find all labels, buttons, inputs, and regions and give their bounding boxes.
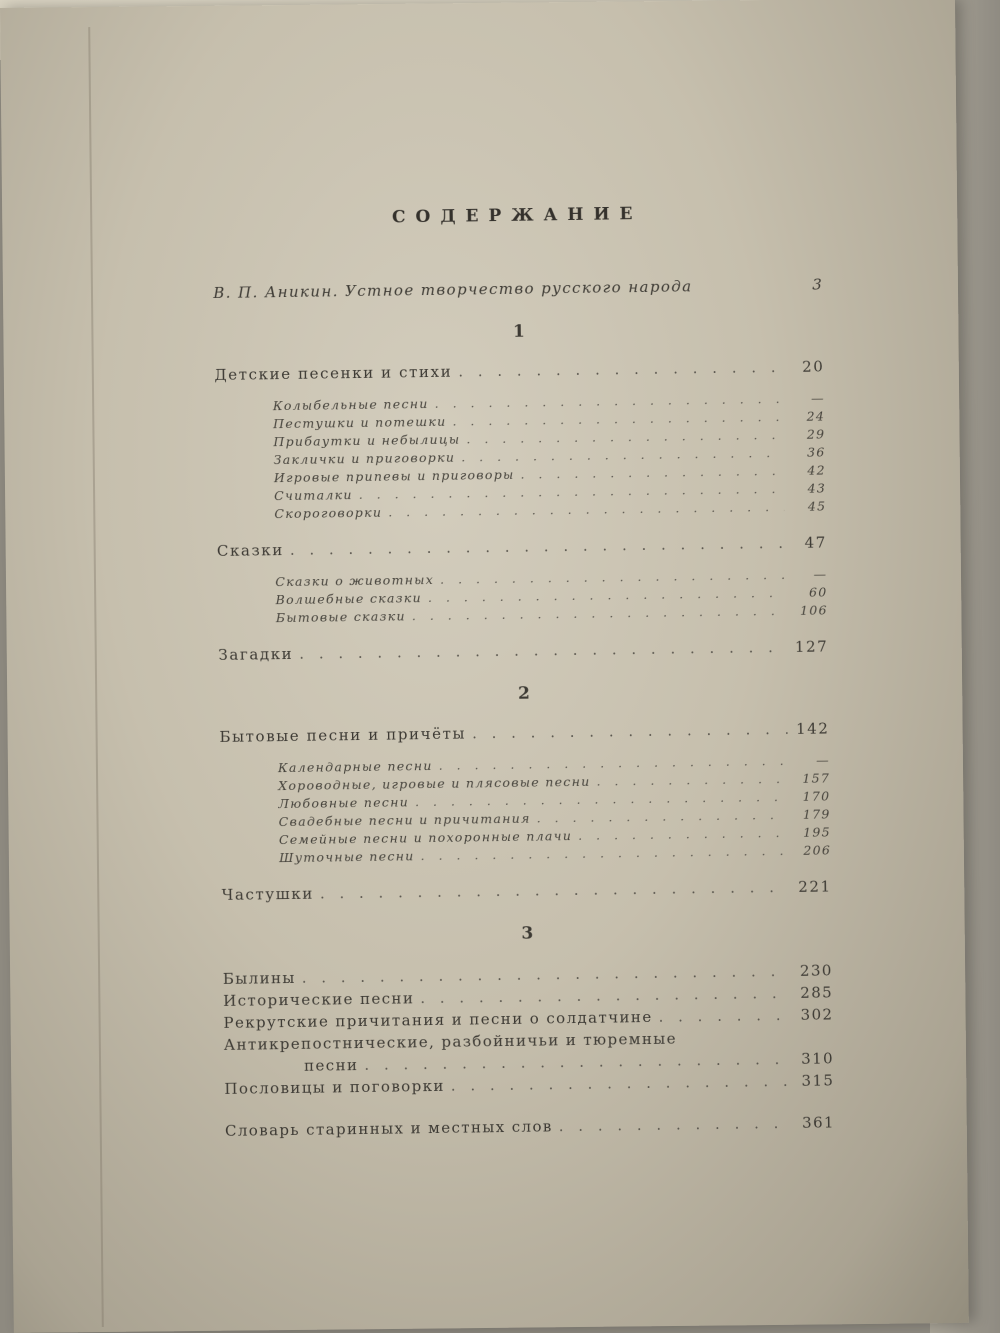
subsection-page: — xyxy=(815,752,830,768)
toc-section xyxy=(217,533,827,560)
subsection-page: 195 xyxy=(803,824,831,840)
glossary-title: Словарь старинных и местных слов xyxy=(224,1117,553,1140)
part-number: 1 xyxy=(512,321,525,342)
entry-page: 310 xyxy=(801,1049,835,1068)
entry-title: Исторические песни xyxy=(223,989,415,1010)
part-number: 2 xyxy=(517,683,530,704)
subsection-title: Колыбельные песни xyxy=(272,395,429,414)
subsection-page: 60 xyxy=(808,584,828,600)
section-title: Бытовые песни и причёты xyxy=(219,724,467,746)
entry-title-line2: песни xyxy=(303,1056,359,1075)
subsection-page: 29 xyxy=(806,426,826,442)
subsection-title: Скороговорки xyxy=(274,504,383,522)
leader-dots xyxy=(458,358,782,381)
leader-dots xyxy=(451,1070,793,1097)
subsection-page: 36 xyxy=(806,444,826,460)
intro-page: 3 xyxy=(812,275,824,294)
subsection-list xyxy=(275,565,828,627)
subsection-title: Прибаутки и небылицы xyxy=(273,431,461,450)
section-title: Детские песенки и стихи xyxy=(214,362,453,384)
glossary-page: 361 xyxy=(801,1113,836,1132)
leader-dots xyxy=(699,290,782,291)
entry-title-line1: Антикрепостнические, разбойничьи и тюремные xyxy=(223,1029,678,1054)
leader-dots xyxy=(290,534,785,559)
section-page: 20 xyxy=(801,357,825,376)
leader-dots xyxy=(559,1112,794,1137)
subsection-title: Свадебные песни и причитания xyxy=(278,810,531,830)
entry-title: Былины xyxy=(222,968,296,988)
subsection-page: — xyxy=(810,390,825,406)
section-page: 127 xyxy=(794,637,829,656)
section-title: Сказки xyxy=(216,541,284,560)
section-page: 47 xyxy=(804,533,827,552)
intro-title: В. П. Аникин. Устное творчество русского народа xyxy=(213,277,693,302)
toc-section xyxy=(218,637,828,664)
subsection-list xyxy=(278,751,831,867)
subsection-title: Считалки xyxy=(274,487,353,504)
subsection-title: Бытовые сказки xyxy=(275,608,406,626)
section-title: Частушки xyxy=(221,884,315,904)
section-title: Загадки xyxy=(218,644,294,664)
leader-dots xyxy=(320,878,790,903)
leader-dots xyxy=(420,842,789,865)
subsection-title: Заклички и приговорки xyxy=(273,449,456,468)
subsection-page: 170 xyxy=(802,788,831,804)
subsection-page: 206 xyxy=(803,842,832,858)
toc-section xyxy=(222,877,832,904)
entry-page: 315 xyxy=(801,1071,835,1090)
subsection-page: 45 xyxy=(807,498,827,514)
subsection-title: Волшебные сказки xyxy=(275,590,423,608)
entry-page: 230 xyxy=(799,961,833,980)
page-fold-line xyxy=(88,27,104,1327)
subsection-title: Хороводные, игровые и плясовые песни xyxy=(278,773,591,794)
subsection-title: Семейные песни и похоронные плачи xyxy=(278,828,573,848)
leader-dots xyxy=(472,720,788,742)
part-number: 3 xyxy=(521,923,534,944)
subsection-title: Игровые припевы и приговоры xyxy=(273,466,515,486)
toc-section xyxy=(219,719,829,746)
entry-title: Пословицы и поговорки xyxy=(224,1076,445,1098)
subsection-page: 157 xyxy=(802,770,831,786)
toc-intro-entry xyxy=(213,275,823,302)
subsection-list xyxy=(273,389,827,523)
subsection-title: Календарные песни xyxy=(277,757,433,776)
subsection-page: 43 xyxy=(807,480,827,496)
subsection-title: Сказки о животных xyxy=(275,571,435,590)
subsection-page: — xyxy=(813,566,828,582)
subsection-page: 179 xyxy=(802,806,831,822)
section-page: 142 xyxy=(795,719,830,738)
entry-page: 285 xyxy=(800,983,834,1002)
leader-dots xyxy=(658,1004,791,1028)
leader-dots xyxy=(412,602,786,625)
subsection-page: 106 xyxy=(799,602,828,618)
entry-title: Рекрутские причитания и песни о солдатчине xyxy=(223,1007,653,1032)
subsection-page: 42 xyxy=(807,462,826,478)
leader-dots xyxy=(299,638,786,663)
subsection-title: Любовные песни xyxy=(278,794,410,812)
toc-section xyxy=(214,357,824,384)
table-of-contents xyxy=(212,191,835,1141)
entry-page: 302 xyxy=(800,1005,834,1024)
subsection-page: 24 xyxy=(806,408,826,424)
toc-heading: СОДЕРЖАНИЕ xyxy=(391,203,643,228)
subsection-title: Пестушки и потешки xyxy=(273,413,447,432)
subsection-title: Шуточные песни xyxy=(279,848,415,866)
section-page: 221 xyxy=(798,877,832,896)
